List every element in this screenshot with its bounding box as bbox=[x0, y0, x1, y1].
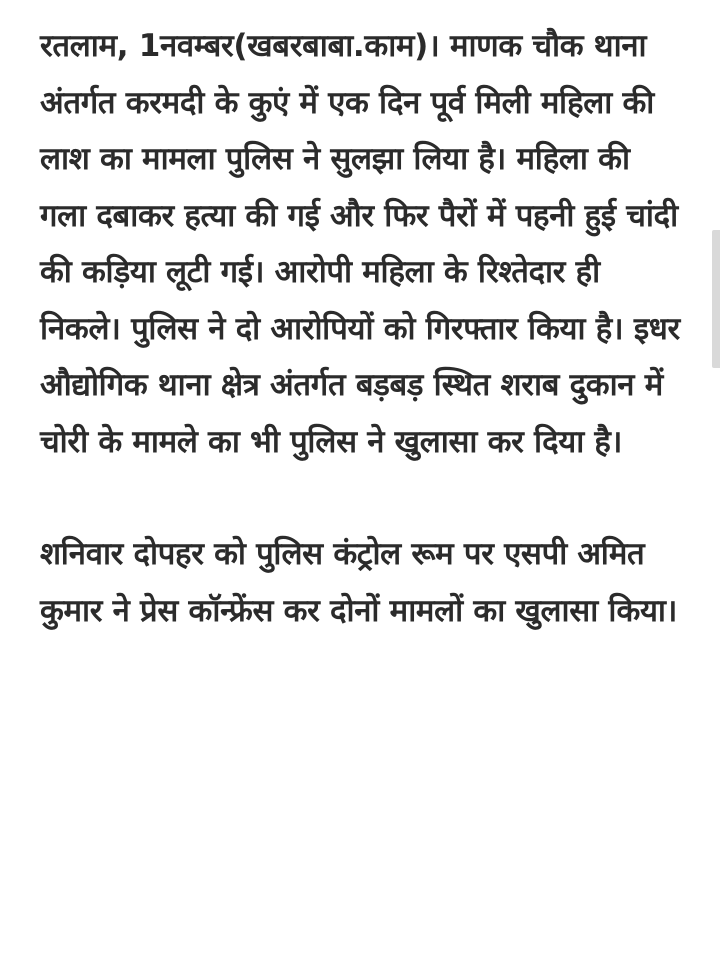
article-paragraph-2: शनिवार दोपहर को पुलिस कंट्रोल रूम पर एसपी अमित कुमार ने प्रेस कॉन्फ्रेंस कर दोनों मामलों का खुलासा किया। bbox=[40, 536, 678, 629]
scrollbar-thumb[interactable] bbox=[712, 230, 720, 368]
article-body bbox=[40, 18, 680, 639]
article-paragraph-1: रतलाम, 1नवम्बर(खबरबाबा.काम)। माणक चौक थाना अंतर्गत करमदी के कुएं में एक दिन पूर्व मिली महिला की लाश का मामला पुलिस ने सुलझा लिया है। महिला की गला दबाकर हत्या की गई और फिर पैरों में पहनी हुई चांदी की कड़िया लूटी गई। आरोपी महिला के रिश्तेदार ही निकले। पुलिस ने दो आरोपियों को गिरफ्तार किया है। इधर औद्योगिक थाना क्षेत्र अंतर्गत बड़बड़ स्थित शराब दुकान में चोरी के मामले का भी पुलिस ने खुलासा कर दिया है। bbox=[40, 28, 680, 460]
